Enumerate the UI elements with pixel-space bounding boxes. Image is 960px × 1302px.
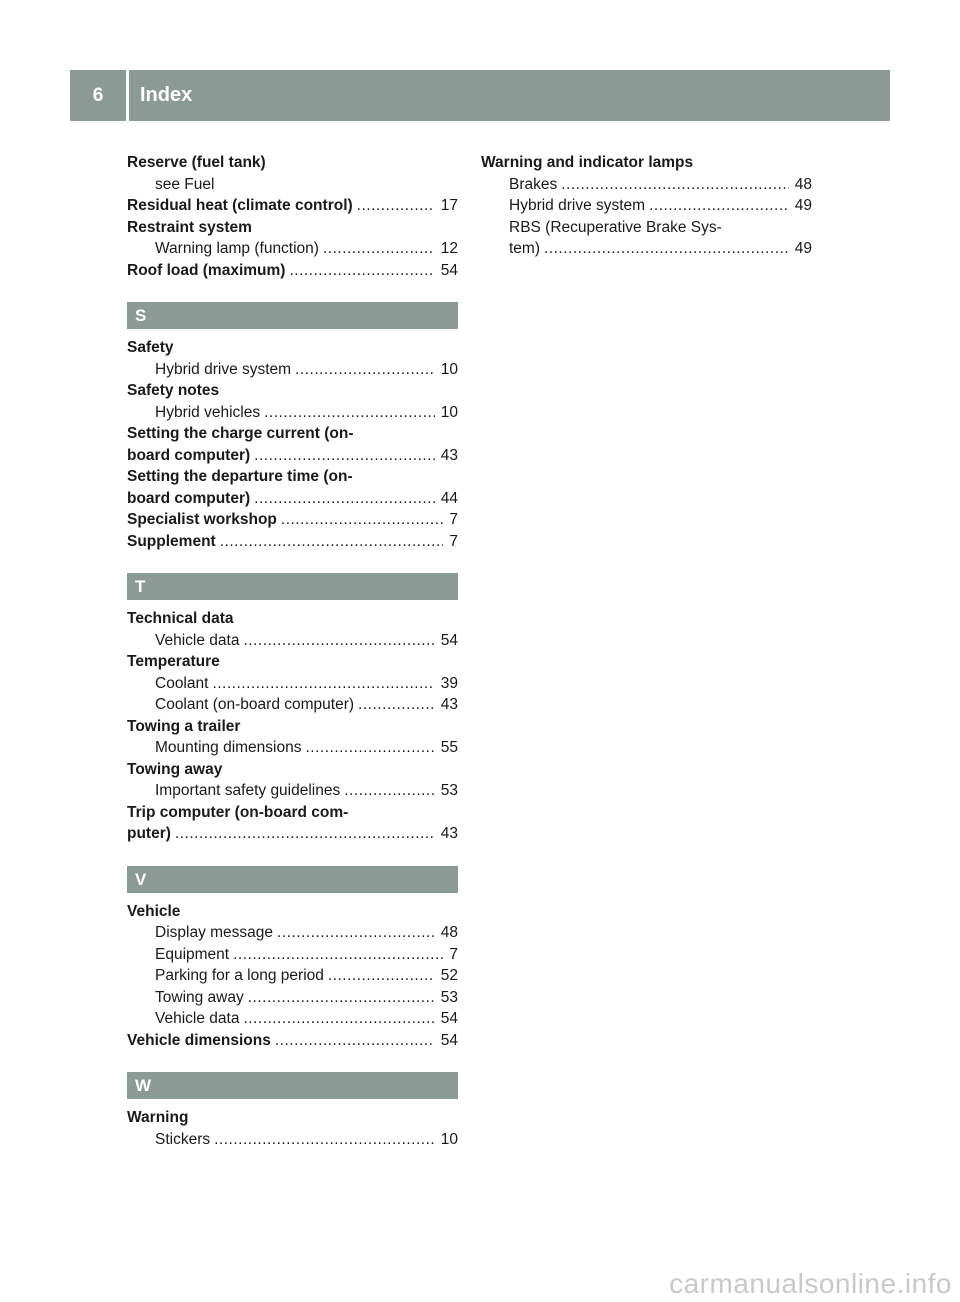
index-entry[interactable] [127,823,458,845]
dot-leader [358,694,435,716]
page-title: Index [140,84,193,106]
page-reference: 48 [794,175,812,193]
page-reference: 52 [440,967,458,984]
index-entry[interactable] [127,1030,458,1052]
entry-text: Mounting dimensions [155,739,302,756]
index-column-right [481,152,812,260]
dot-leader [323,238,435,260]
section-letter-t: T [127,573,458,600]
page-reference: 10 [440,403,458,421]
entry-text: Coolant [155,674,209,692]
dot-leader [295,359,435,381]
page-number: 6 [92,84,104,106]
dot-leader [275,1030,435,1052]
index-entry[interactable] [127,531,458,553]
index-subentry[interactable] [127,1008,458,1030]
index-entry [127,337,458,359]
index-subentry[interactable] [127,780,458,802]
watermark: carmanualsonline.info [669,1268,952,1299]
page-reference: 10 [440,360,458,378]
entry-text: Safety [127,339,174,356]
index-entry[interactable] [127,260,458,282]
entry-text: Hybrid vehicles [155,403,261,421]
page-reference: 54 [440,1010,458,1027]
dot-leader [214,1129,435,1151]
index-subentry[interactable] [127,359,458,381]
entry-text: board computer) [127,446,251,464]
page-reference: 7 [449,511,458,528]
entry-text: Brakes [509,175,558,193]
index-subentry[interactable] [127,737,458,759]
entry-text: Towing a trailer [127,717,241,735]
index-subentry[interactable] [127,673,458,695]
entry-text: Important safety guidelines [155,782,341,799]
entry-text: Specialist workshop [127,511,277,528]
page-reference: 43 [440,446,458,464]
index-entry [127,217,458,239]
index-subentry[interactable] [127,1129,458,1151]
index-entry [127,759,458,781]
section-letter-v: V [127,866,458,893]
dot-leader [281,509,443,531]
dot-leader [212,673,434,695]
index-subentry[interactable] [127,965,458,987]
page-reference: 54 [440,1031,458,1049]
page-reference: 55 [440,739,458,756]
dot-leader [220,531,444,553]
index-subentry[interactable] [481,238,812,260]
entry-text: Warning and indicator lamps [481,154,694,171]
index-entry [127,152,458,174]
page-reference: 7 [449,532,458,550]
entry-text: Towing away [155,988,244,1006]
index-subentry[interactable] [127,694,458,716]
entry-text: Reserve (fuel tank) [127,154,266,171]
index-subentry[interactable] [127,987,458,1009]
entry-text: Coolant (on-board computer) [155,696,355,713]
entry-text: Hybrid drive system [155,360,292,378]
entry-text: Hybrid drive system [509,197,646,214]
index-entry [127,1107,458,1129]
index-subentry[interactable] [481,195,812,217]
entry-text: Safety notes [127,382,220,399]
entry-text: see Fuel [155,175,215,193]
dot-leader [344,780,435,802]
dot-leader [233,944,443,966]
entry-text: Setting the departure time (on- [127,468,353,485]
index-entry[interactable] [127,488,458,510]
dot-leader [649,195,789,217]
entry-text: Warning lamp (function) [155,240,319,257]
index-subentry[interactable] [127,630,458,652]
entry-text: Trip computer (on-board com- [127,803,349,821]
entry-text: Residual heat (climate control) [127,197,353,214]
dot-leader [544,238,789,260]
entry-text: Vehicle data [155,1010,240,1027]
index-entry [127,901,458,923]
index-subentry [481,217,812,239]
entry-text: Warning [127,1109,189,1126]
page-reference: 12 [440,240,458,257]
entry-text: Vehicle [127,902,181,920]
page-reference: 48 [440,924,458,941]
entry-text: Supplement [127,532,216,550]
index-entry [127,716,458,738]
dot-leader [175,823,435,845]
index-entry[interactable] [127,509,458,531]
entry-text: Roof load (maximum) [127,261,286,279]
page-reference: 53 [440,988,458,1006]
page-reference: 43 [440,696,458,713]
entry-text: Temperature [127,653,220,670]
dot-leader [243,1008,434,1030]
page-reference: 54 [440,261,458,279]
entry-text: Setting the charge current (on- [127,425,354,442]
entry-text: Stickers [155,1130,211,1148]
dot-leader [277,922,435,944]
dot-leader [243,630,434,652]
index-subentry[interactable] [127,944,458,966]
dot-leader [328,965,435,987]
page-reference: 49 [794,240,812,257]
index-column-left [127,152,458,1150]
section-letter-w: W [127,1072,458,1099]
index-entry [127,651,458,673]
index-subentry[interactable] [127,402,458,424]
index-entry [127,608,458,630]
page-reference: 53 [440,782,458,799]
dot-leader [254,488,435,510]
entry-text: Technical data [127,610,234,627]
entry-text: puter) [127,825,171,842]
page-reference: 49 [794,197,812,214]
index-entry [127,466,458,488]
page-reference: 17 [440,197,458,214]
index-subentry [127,174,458,196]
entry-text: RBS (Recuperative Brake Sys- [509,218,722,236]
page-reference: 54 [440,631,458,649]
index-entry [481,152,812,174]
entry-text: Vehicle dimensions [127,1031,271,1049]
entry-text: Towing away [127,760,223,778]
dot-leader [305,737,434,759]
dot-leader [561,174,789,196]
index-subentry[interactable] [127,238,458,260]
index-entry[interactable] [127,195,458,217]
page-reference: 44 [440,489,458,507]
dot-leader [248,987,435,1009]
section-letter-s: S [127,302,458,329]
index-subentry[interactable] [481,174,812,196]
index-entry [127,380,458,402]
header-band [70,70,890,121]
index-entry [127,802,458,824]
dot-leader [289,260,434,282]
index-entry [127,423,458,445]
entry-text: Display message [155,924,274,941]
entry-text: tem) [509,240,540,257]
dot-leader [254,445,435,467]
header-divider [126,70,129,121]
index-entry[interactable] [127,445,458,467]
index-subentry[interactable] [127,922,458,944]
page-reference: 7 [449,945,458,963]
dot-leader [357,195,435,217]
dot-leader [264,402,435,424]
page-reference: 10 [440,1130,458,1148]
page-reference: 39 [440,674,458,692]
entry-text: Parking for a long period [155,967,324,984]
entry-text: Restraint system [127,218,252,236]
entry-text: board computer) [127,489,251,507]
entry-text: Equipment [155,945,230,963]
page-reference: 43 [440,825,458,842]
entry-text: Vehicle data [155,631,240,649]
